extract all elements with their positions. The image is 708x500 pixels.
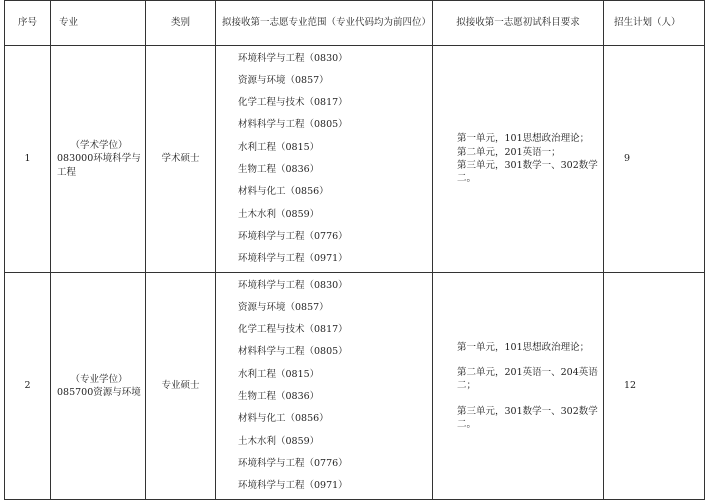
list-item: 环境科学与工程（0971）: [238, 480, 348, 492]
row-major: [51, 273, 146, 500]
row-requirements: [433, 46, 604, 273]
row-plan: 9: [604, 46, 705, 273]
row-range: [216, 273, 433, 500]
header-major: 专业: [51, 1, 146, 46]
row-requirements: [433, 273, 604, 500]
admission-table: [4, 0, 705, 500]
list-item: 资源与环境（0857）: [238, 301, 329, 313]
list-item: 土木水利（0859）: [238, 208, 320, 220]
list-item: 环境科学与工程（0830）: [238, 52, 348, 64]
range-list: [216, 275, 432, 498]
table-row: [5, 273, 705, 500]
list-item: 材料科学与工程（0805）: [238, 346, 348, 358]
list-item: 环境科学与工程（0830）: [238, 279, 348, 291]
row-range: [216, 46, 433, 273]
requirement-unit-2: 第二单元，201英语一、204英语二；: [457, 367, 598, 392]
requirement-unit-3: 第三单元，301数学一、302数学二。: [457, 405, 598, 430]
spacer: [439, 354, 599, 366]
header-plan: 招生计划（人）: [604, 1, 705, 46]
list-item: 材料与化工（0856）: [238, 186, 329, 198]
requirement-unit-3: 第三单元，301数学一、302数学二。: [457, 160, 598, 185]
list-item: 环境科学与工程（0776）: [238, 230, 348, 242]
range-list: [216, 48, 432, 271]
requirement-unit-2: 第二单元，201英语一；: [457, 146, 561, 158]
header-requirements: 拟接收第一志愿初试科目要求: [433, 1, 604, 46]
row-category: 学术硕士: [146, 46, 216, 273]
list-item: 生物工程（0836）: [238, 164, 320, 175]
major-name: 085700资源与环境: [57, 387, 141, 398]
list-item: 环境科学与工程（0971）: [238, 253, 348, 265]
list-item: 材料与化工（0856）: [238, 413, 329, 425]
degree-type: （专业学位）: [70, 373, 128, 385]
list-item: 生物工程（0836）: [238, 391, 320, 402]
row-plan: 12: [604, 273, 705, 500]
major-name: 083000环境科学与工程: [57, 153, 141, 178]
list-item: 材料科学与工程（0805）: [238, 119, 348, 131]
row-seq: 1: [5, 46, 51, 273]
header-row: [5, 1, 705, 46]
requirement-unit-1: 第一单元，101思想政治理论；: [457, 341, 590, 353]
header-category: 类别: [146, 1, 216, 46]
spacer: [439, 393, 599, 405]
row-major: [51, 46, 146, 273]
degree-type: （学术学位）: [70, 140, 128, 152]
header-range: 拟接收第一志愿专业范围（专业代码均为前四位）: [216, 1, 433, 46]
list-item: 化学工程与技术（0817）: [238, 97, 348, 109]
list-item: 化学工程与技术（0817）: [238, 324, 348, 336]
list-item: 环境科学与工程（0776）: [238, 457, 348, 469]
header-seq: 序号: [5, 1, 51, 46]
list-item: 土木水利（0859）: [238, 435, 320, 447]
table-row: [5, 46, 705, 273]
list-item: 资源与环境（0857）: [238, 74, 329, 86]
row-category: 专业硕士: [146, 273, 216, 500]
row-seq: 2: [5, 273, 51, 500]
requirement-unit-1: 第一单元，101思想政治理论；: [457, 133, 590, 145]
list-item: 水利工程（0815）: [238, 368, 320, 380]
list-item: 水利工程（0815）: [238, 141, 320, 153]
